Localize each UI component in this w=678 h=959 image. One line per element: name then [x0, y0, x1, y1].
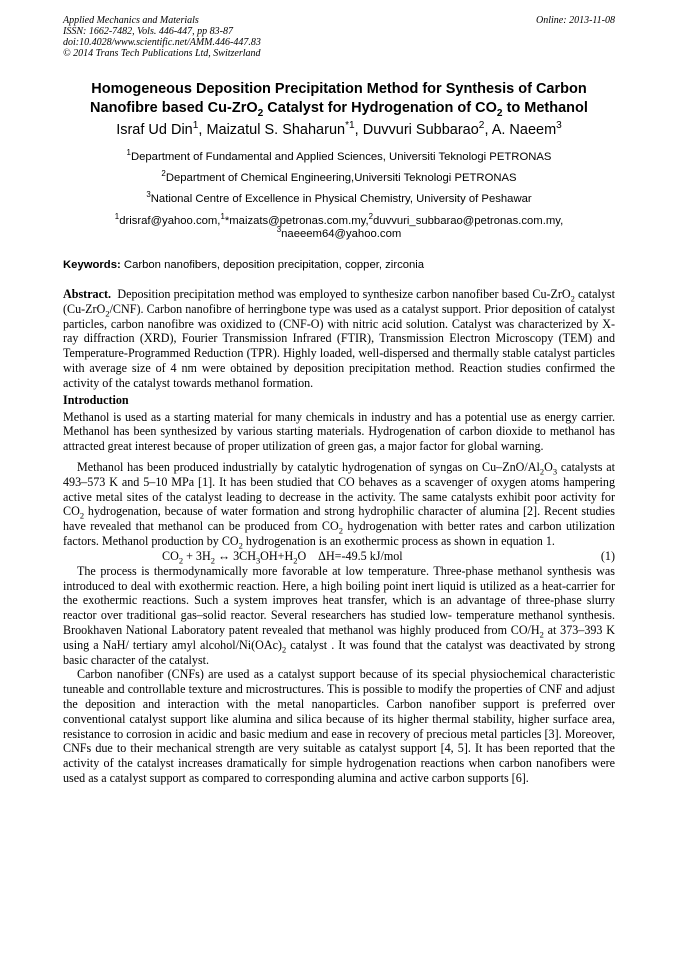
author-name: , A. Naeem — [484, 122, 557, 138]
intro-paragraph-3 — [63, 564, 615, 668]
eq-part: ↔ 3CH — [214, 548, 256, 563]
doi: doi:10.4028/www.scientific.net/AMM.446-447.83 — [63, 37, 261, 48]
abstract-label: Abstract. — [63, 287, 112, 301]
aff-sup: 3 — [146, 190, 151, 200]
email-line-2 — [40, 225, 638, 241]
email-sup: 3 — [276, 225, 282, 235]
intro-paragraph-4: Carbon nanofiber (CNFs) are used as a catalyst support because of its special physiochemical characteristic tuneable and controllable texture and microstructures. This is possible to modify the properties of CNF and adjust the deposition and interaction with the metal nanoparticles. Carbon nanofiber support is preferred over conventional catalyst support like alumina and silica because of its higher thermal stability, higher surface area, resistance to corrosion in acidic and basic medium and ease in recovery of precious metal particles [3]. Moreover, CNFs due to their mechanical strength are very suitable as catalyst support [4, 5]. It has been reported that the activity of the catalyst increases dramatically for simple hydrogenation reactions when carbon nanofibers were used as a catalyst support as compared to corresponding alumina and active carbon supports [6]. — [63, 667, 615, 785]
aff-sup: 1 — [126, 148, 131, 158]
issn: ISSN: 1662-7482, Vols. 446-447, pp 83-87 — [63, 26, 233, 37]
eq-enthalpy: ΔH=-49.5 kJ/mol — [318, 548, 403, 563]
eq-sub: 2 — [293, 555, 298, 566]
author-name: Israf Ud Din — [116, 122, 193, 138]
eq-part: + 3H — [183, 548, 211, 563]
email-link[interactable]: drisraf@yahoo.com, — [119, 215, 221, 227]
author-sup: 3 — [556, 120, 562, 132]
eq-part: O — [297, 548, 307, 563]
para-text: hydrogenation is an exothermic process as shown in equation 1. — [242, 533, 555, 548]
title-line-1: Homogeneous Deposition Precipitation Method for Synthesis of Carbon — [91, 81, 587, 97]
para-sub: 2 — [281, 644, 287, 655]
eq-sub: 2 — [178, 555, 184, 566]
para-sub: 2 — [79, 510, 85, 521]
paper-title — [40, 80, 638, 117]
online-date: Online: 2013-11-08 — [536, 15, 615, 26]
title-line-2 — [40, 99, 638, 118]
author-name: , Maizatul S. Shaharun — [198, 122, 346, 138]
email-link[interactable]: duvvuri_subbarao@petronas.com.my, — [373, 215, 564, 227]
email-sup: 1 — [114, 212, 120, 222]
author-sup: 2 — [478, 120, 485, 132]
para-text: catalyst . It was found that the catalyst was deactivated by strong basic character of the catalyst. — [63, 637, 615, 667]
abstract — [63, 287, 615, 391]
journal-name: Applied Mechanics and Materials — [63, 15, 199, 26]
para-text: at 373–393 K using a NaH/ tertiary amyl alcohol/Ni(OAc) — [63, 622, 615, 652]
title-part: Nanofibre based Cu-ZrO — [90, 99, 258, 116]
keywords — [63, 258, 615, 272]
equation-number: (1) — [600, 548, 615, 563]
eq-part: CO — [162, 548, 179, 563]
para-sub: 2 — [338, 525, 343, 536]
para-text: The process is thermodynamically more favorable at low temperature. Three-phase methanol synthesis was introduced to deal with exothermic reaction. Here, a high boiling point inert liquid is utilized as a heat-carrier for the exothermic reactions. Such a system improves heat transfer, which is an advantage of three-phase slurry reactor over traditional gas–solid reactor. Several researchers has studied low- temperature methanol synthesis. Brookhaven National Laboratory patent revealed that methanol was highly produced from CO/H — [63, 563, 615, 637]
abstract-sub: 2 — [570, 293, 575, 304]
title-sub: 2 — [257, 107, 264, 119]
intro-paragraph-1: Methanol is used as a starting material for many chemicals in industry and has a potential use as energy carrier. Methanol has been synthesized by various starting materials. Hydrogenation of carbon dioxide to methanol has attracted great interest because of proper utilization of green gas, a major factor for global warning. — [63, 409, 615, 454]
email-link[interactable]: naeeem64@yahoo.com — [281, 228, 402, 240]
eq-sub: 3 — [255, 555, 261, 566]
para-text: catalysts at 493–573 K and 5–10 MPa [1]. It has been studied that CO behaves as a scavenger of oxygen atoms hampering active metal sites of the catalyst leading to decrease in the activity. The same catalysts exhibit poor activity for CO — [63, 459, 615, 519]
header-left — [63, 15, 261, 59]
eq-part: OH+H — [260, 548, 294, 563]
aff-text: Department of Chemical Engineering,Universiti Teknologi PETRONAS — [165, 172, 517, 184]
title-sub: 2 — [496, 107, 503, 119]
email-line-1 — [40, 212, 638, 228]
para-sub: 2 — [539, 466, 545, 477]
email-sup: 1 — [220, 212, 225, 222]
intro-paragraph-2 — [63, 460, 615, 549]
aff-sup: 2 — [161, 169, 166, 179]
abstract-text: /CNF). Carbon nanofibre of herringbone type was used as a catalyst support. Prior deposition of catalyst particles, carbon nanofibre was oxidized to (CNF-O) with nitric acid solution. Catalyst was characterized by X-ray diffraction (XRD), Fourier Transmission Infrared (FTIR), Transmission Electron Microscopy (TEM) and Temperature-Programmed Reduction (TPR). Highly loaded, well-dispersed and thermally stable catalyst particles with average size of 4 nm were obtained by deposition precipitation method. Reaction studies confirmed the activity of the catalyst towards methanol formation. — [63, 301, 615, 390]
title-part: to Methanol — [502, 99, 588, 116]
equation-text — [162, 549, 403, 564]
section-heading-introduction: Introduction — [63, 392, 129, 407]
para-sub: 3 — [552, 466, 558, 477]
abstract-text: catalyst (Cu-ZrO — [63, 287, 615, 316]
affiliation-2 — [40, 171, 638, 185]
para-text: hydrogenation, because of water formation and strong hydrophilic character of alumina [2]. Recent studies have revealed that methanol can be produced from CO — [63, 504, 615, 534]
author-list — [40, 121, 638, 139]
abstract-text: Deposition precipitation method was employed to synthesize carbon nanofiber based Cu-ZrO — [117, 287, 571, 301]
abstract-sub: 2 — [105, 308, 110, 319]
paper-body — [63, 287, 615, 786]
title-part: Catalyst for Hydrogenation of CO — [263, 99, 497, 116]
email-sup: 2 — [368, 212, 373, 222]
para-sub: 2 — [238, 540, 243, 551]
aff-text: Department of Fundamental and Applied Sciences, Universiti Teknologi PETRONAS — [130, 151, 552, 163]
keywords-label: Keywords: — [63, 259, 121, 271]
author-sup: 1 — [192, 120, 199, 132]
email-link[interactable]: *maizats@petronas.com.my, — [224, 215, 369, 227]
author-sup: *1 — [345, 120, 355, 132]
affiliation-1 — [40, 150, 638, 164]
author-name: , Duvvuri Subbarao — [354, 122, 479, 138]
para-text: hydrogenation with better rates and carbon utilization factors. Methanol production by CO — [63, 519, 615, 548]
keywords-text: Carbon nanofibers, deposition precipitation, copper, zirconia — [123, 259, 425, 271]
affiliation-3 — [40, 192, 638, 206]
eq-sub: 2 — [210, 555, 215, 566]
author-emails — [40, 212, 638, 241]
aff-text: National Centre of Excellence in Physical Chemistry, University of Peshawar — [150, 193, 532, 205]
para-text: Methanol has been produced industrially by catalytic hydrogenation of syngas on Cu–ZnO/Al — [77, 459, 540, 474]
equation-1 — [63, 549, 615, 564]
copyright: © 2014 Trans Tech Publications Ltd, Switzerland — [63, 48, 261, 59]
para-sub: 2 — [539, 629, 544, 640]
para-text: O — [544, 459, 553, 474]
